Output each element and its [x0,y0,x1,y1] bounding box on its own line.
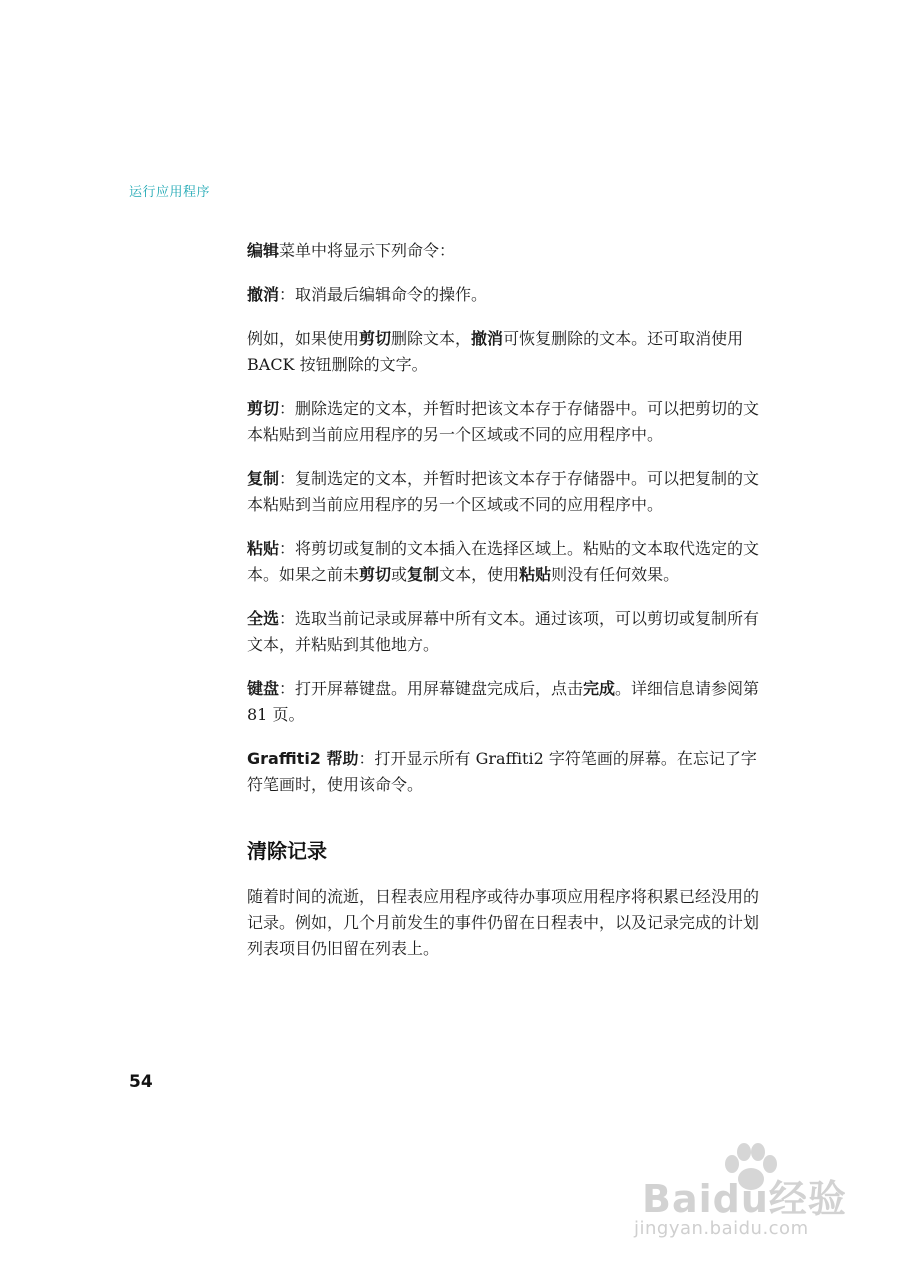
watermark-url: jingyan.baidu.com [634,1218,809,1239]
command-term: 剪切 [247,399,280,418]
command-term: 复制 [407,565,440,584]
paragraph-text: ：删除选定的文本，并暂时把该文本存于存储器中。可以把剪切的文本粘贴到当前应用程序的另一个区域或不同的应用程序中。 [247,399,760,444]
watermark [620,1140,870,1250]
paragraph-text: ：打开显示所有 Graffiti2 字符笔画的屏幕。在忘记了字符笔画时，使用该命令。 [247,749,757,794]
command-paragraph [247,466,772,518]
paragraph-text: ：选取当前记录或屏幕中所有文本。通过该项，可以剪切或复制所有文本，并粘贴到其他地方。 [247,609,760,654]
paragraph-text: 可恢复删除的文本。还可取消使用 BACK 按钮删除的文字。 [247,329,744,374]
paragraph-text: 或 [391,565,408,584]
section-heading: 清除记录 [247,839,327,863]
section-body: 随着时间的流逝，日程表应用程序或待办事项应用程序将积累已经没用的记录。例如，几个月前发生的事件仍留在日程表中，以及记录完成的计划列表项目仍旧留在列表上。 [247,887,760,958]
command-paragraph [247,536,772,588]
watermark-logo: Baidu经验 [642,1177,847,1221]
command-term: 剪切 [359,329,392,348]
command-paragraph [247,238,772,264]
paragraph-text: 删除文本， [391,329,472,348]
command-list [247,238,772,798]
running-header: 运行应用程序 [129,185,211,200]
paragraph-text: 例如，如果使用 [247,329,360,348]
page-body [247,238,772,980]
page-number: 54 [129,1072,153,1092]
command-paragraph [247,282,772,308]
command-term: 剪切 [359,565,392,584]
command-paragraph [247,676,772,728]
command-term: 撤消 [247,285,280,304]
command-term: 全选 [247,609,280,628]
command-term: 粘贴 [519,565,552,584]
paragraph-text: 文本，使用 [439,565,520,584]
command-term: Graffiti2 帮助 [247,749,359,768]
paragraph-text: ：打开屏幕键盘。用屏幕键盘完成后，点击 [279,679,584,698]
paragraph-text: ：取消最后编辑命令的操作。 [279,285,488,304]
command-term: 编辑 [247,241,280,260]
command-term: 完成 [583,679,616,698]
command-paragraph [247,396,772,448]
command-term: 键盘 [247,679,280,698]
paragraph-text: 。详细信息请参阅第 81 页。 [247,679,760,724]
command-term: 粘贴 [247,539,280,558]
command-paragraph [247,326,772,378]
command-paragraph [247,606,772,658]
command-term: 撤消 [471,329,504,348]
paragraph-text: 菜单中将显示下列命令： [279,241,456,260]
command-paragraph [247,746,772,798]
paragraph-text: ：将剪切或复制的文本插入在选择区域上。粘贴的文本取代选定的文本。如果之前未 [247,539,760,584]
paragraph-text: 则没有任何效果。 [551,565,680,584]
command-term: 复制 [247,469,280,488]
paragraph-text: ：复制选定的文本，并暂时把该文本存于存储器中。可以把复制的文本粘贴到当前应用程序的另一个区域或不同的应用程序中。 [247,469,760,514]
